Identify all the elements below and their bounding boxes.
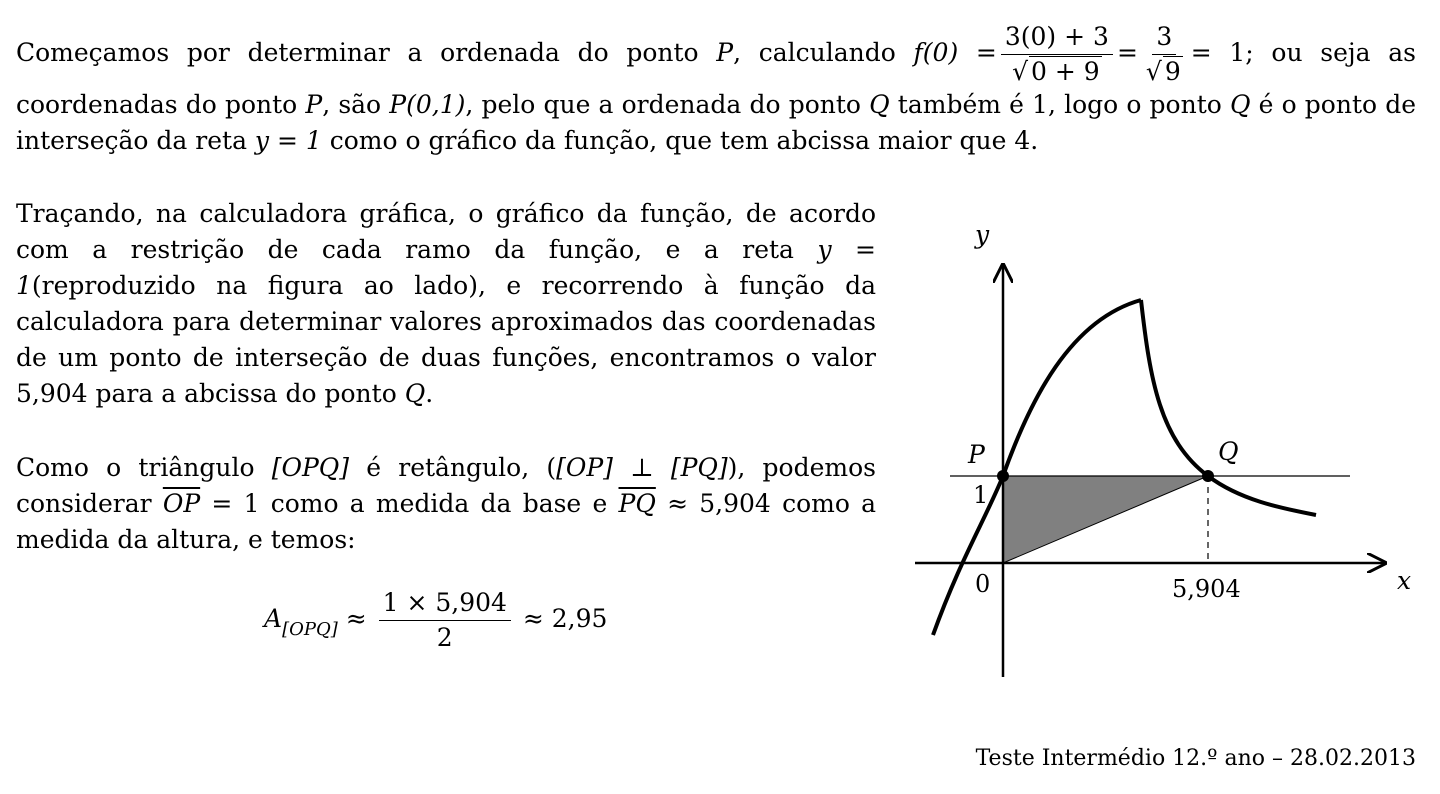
tick-y-1: 1 [973, 481, 989, 509]
triangle-opq [1003, 476, 1208, 563]
origin-label: 0 [975, 570, 991, 598]
axis-x-label: x [1397, 566, 1412, 595]
point-q [1202, 470, 1214, 482]
area-formula: $A_{[OPQ]}$ ≈ $\frac{1 \times 5,904}{2}$ ≈ 2,95 [264, 588, 608, 652]
curve-left-branch [933, 300, 1141, 635]
point-q-label: Q [1218, 437, 1239, 466]
f-zero: f(0) = [913, 38, 997, 67]
fraction-3-sqrt9: $\frac{3}{√ 9}$ [1145, 22, 1181, 86]
tick-x-5904: 5,904 [1172, 575, 1241, 603]
paragraph-triangle: Como o triângulo [OPQ] é retângulo, ([OP] ⊥ [PQ]), podemos considerar $\overline{OP} = 1$ como a medida da base e $\overline{PQ} \approx 5,904$ como a medida da altura, e temos: [16, 453, 877, 554]
point-p [997, 470, 1009, 482]
point-p-label: P [968, 440, 985, 469]
paragraph-calculator: Traçando, na calculadora gráfica, o gráfico da função, de acordo com a restrição de cada ramo da função, e a reta y = 1(reproduzido na figura ao lado), e recorrendo à função da calculadora para determinar valores aproximados das coordenadas de um ponto de interseção de duas funções, encontramos o valor 5,904 para a abcissa do ponto Q. [16, 199, 876, 408]
paragraph-intro: Começamos por determinar a ordenada do ponto P, calculando f(0) = $\frac{3(0) + 3}{√ 0 + 9}$ = $\frac{3}{√ 9}$ = 1; ou seja as coordenadas do ponto P, são P(0,1), pelo que a ordenada do ponto Q também é 1, logo o ponto Q é o ponto de interseção da reta y = 1 como o gráfico da função, que tem abcissa maior que 4. [16, 22, 1417, 155]
axis-y-label: y [975, 220, 990, 249]
footer-source: Teste Intermédio 12.º ano – 28.02.2013 [975, 746, 1416, 771]
fraction-f0: $\frac{3(0) + 3}{√ 0 + 9}$ [1001, 22, 1113, 87]
